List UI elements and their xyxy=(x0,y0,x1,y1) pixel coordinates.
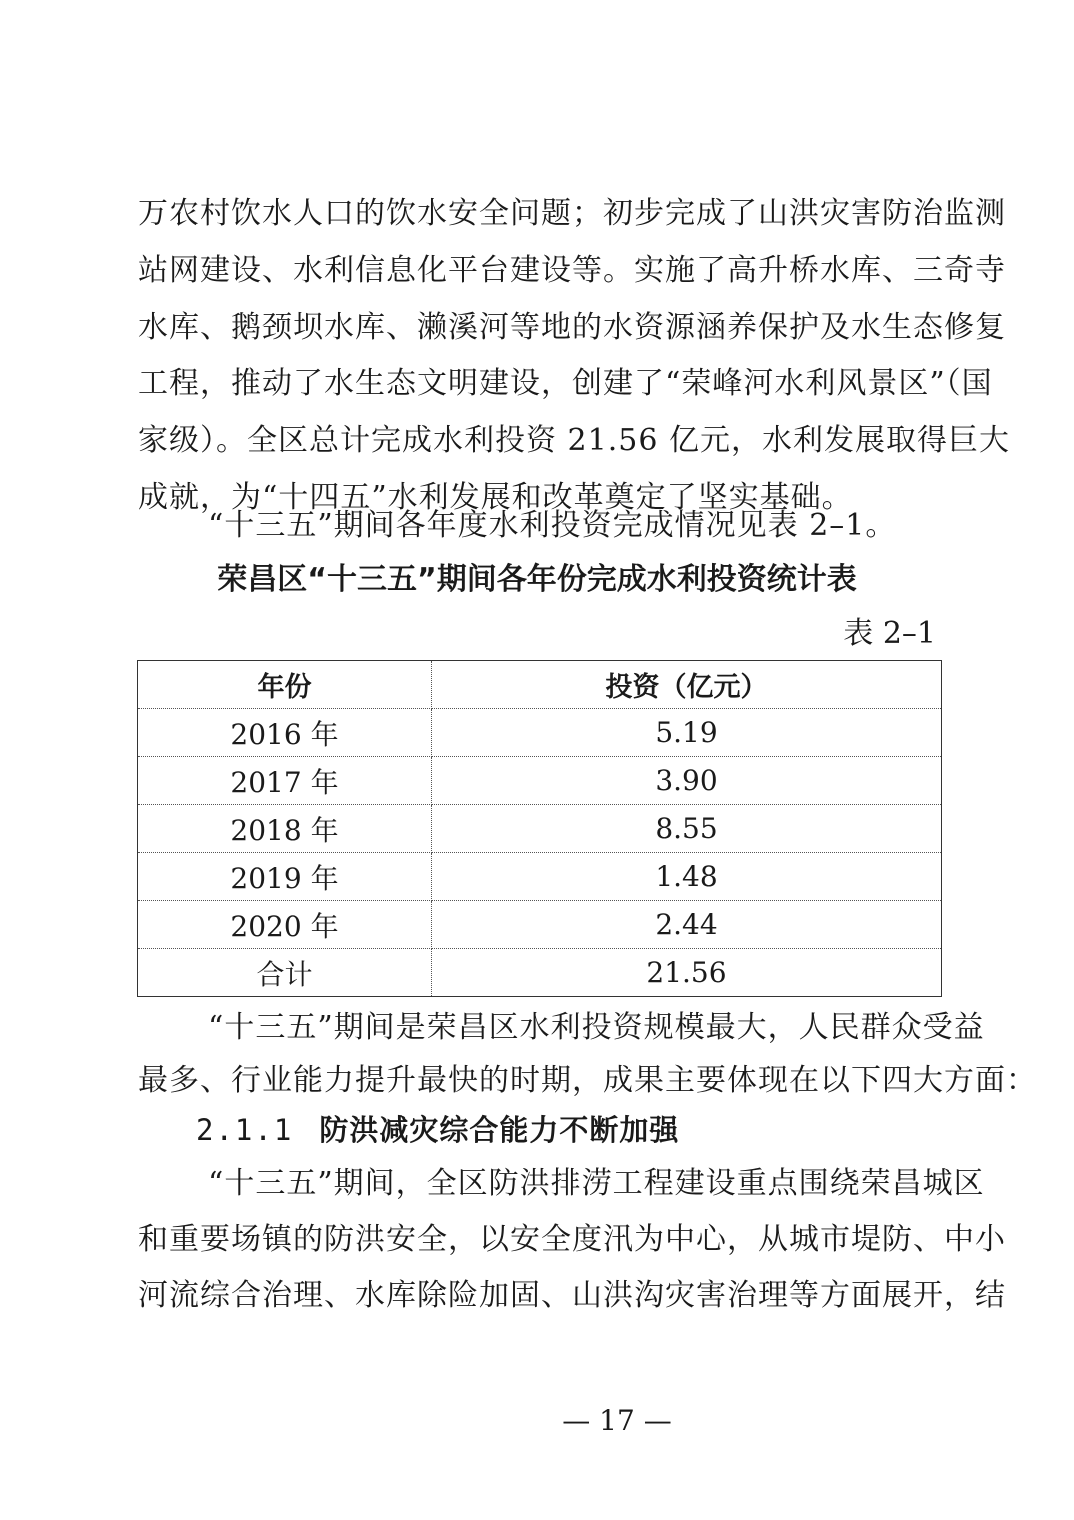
table-number: 表 2–1 xyxy=(843,616,936,651)
cell-investment: 3.90 xyxy=(432,757,942,805)
body-text-line: 水库、鹅颈坝水库、濑溪河等地的水资源涵养保护及水生态修复 xyxy=(138,310,1006,345)
cell-year: 2018 年 xyxy=(138,805,432,853)
table-row xyxy=(138,709,942,757)
cell-investment: 1.48 xyxy=(432,853,942,901)
section-title: 防洪减灾综合能力不断加强 xyxy=(319,1113,680,1147)
page-number: — 17 — xyxy=(562,1404,672,1437)
body-text-line: “十三五”期间各年度水利投资完成情况见表 2–1。 xyxy=(208,508,897,543)
section-number: 2.1.1 xyxy=(196,1113,294,1147)
cell-investment: 8.55 xyxy=(432,805,942,853)
body-text-line: 最多、行业能力提升最快的时期，成果主要体现在以下四大方面： xyxy=(138,1063,1037,1098)
column-header-investment: 投资（亿元） xyxy=(432,661,942,709)
investment-table xyxy=(137,660,942,997)
cell-year: 2020 年 xyxy=(138,901,432,949)
cell-investment: 2.44 xyxy=(432,901,942,949)
body-text-line: 河流综合治理、水库除险加固、山洪沟灾害治理等方面展开，结 xyxy=(138,1278,1006,1313)
table-row xyxy=(138,901,942,949)
body-text-line: 和重要场镇的防洪安全，以安全度汛为中心，从城市堤防、中小 xyxy=(138,1222,1006,1257)
body-text-line: 工程，推动了水生态文明建设，创建了“荣峰河水利风景区”（国 xyxy=(138,366,993,401)
cell-total-value: 21.56 xyxy=(646,956,727,989)
body-text-line: 家级）。全区总计完成水利投资 21.56 亿元，水利发展取得巨大 xyxy=(138,423,1010,458)
body-text-line: “十三五”期间，全区防洪排涝工程建设重点围绕荣昌城区 xyxy=(208,1166,985,1201)
table-row xyxy=(138,805,942,853)
body-text-line: 站网建设、水利信息化平台建设等。实施了高升桥水库、三奇寺 xyxy=(138,253,1006,288)
section-heading xyxy=(196,1112,679,1148)
table-row xyxy=(138,853,942,901)
cell-year: 2016 年 xyxy=(138,709,432,757)
table-title: 荣昌区“十三五”期间各年份完成水利投资统计表 xyxy=(217,562,857,597)
body-text-line: 万农村饮水人口的饮水安全问题；初步完成了山洪灾害防治监测 xyxy=(138,196,1006,231)
cell-year: 2017 年 xyxy=(138,757,432,805)
table-header-row xyxy=(138,661,942,709)
table-total-row xyxy=(138,949,942,997)
cell-year: 2019 年 xyxy=(138,853,432,901)
body-text-line: “十三五”期间是荣昌区水利投资规模最大，人民群众受益 xyxy=(208,1010,985,1045)
cell-investment: 5.19 xyxy=(432,709,942,757)
cell-total-label: 合计 xyxy=(138,949,432,997)
body-text-line: 成就，为“十四五”水利发展和改革奠定了坚实基础。 xyxy=(138,480,853,515)
column-header-year: 年份 xyxy=(138,661,432,709)
table-row xyxy=(138,757,942,805)
